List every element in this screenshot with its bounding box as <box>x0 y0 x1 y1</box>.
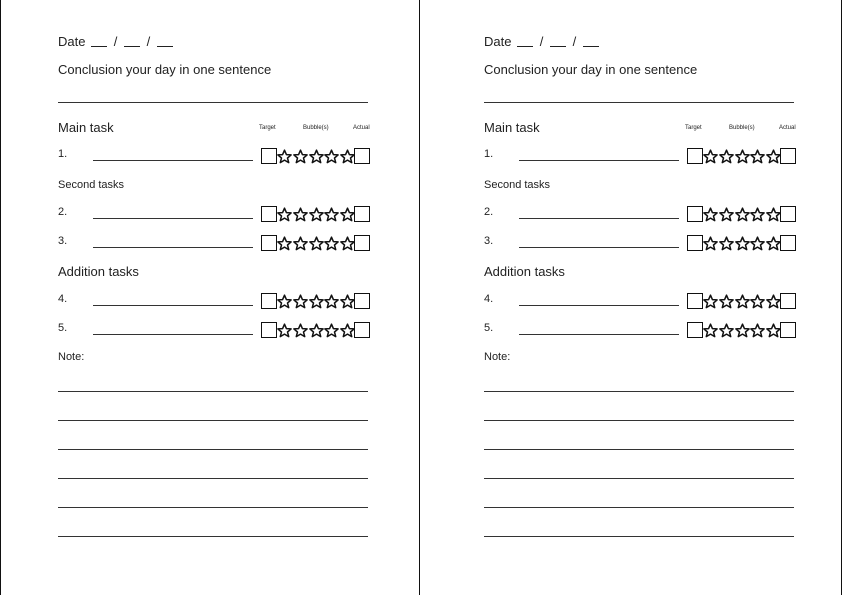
task-number: 2. <box>484 206 494 218</box>
task-entry-line[interactable] <box>519 247 679 248</box>
star-outline-icon[interactable] <box>277 294 292 309</box>
conclusion-label: Conclusion your day in one sentence <box>58 62 272 77</box>
actual-checkbox[interactable] <box>354 293 370 309</box>
conclusion-line[interactable] <box>58 102 368 103</box>
note-line[interactable] <box>484 478 794 479</box>
note-line[interactable] <box>484 391 794 392</box>
column-actual: Actual <box>353 125 370 131</box>
star-outline-icon[interactable] <box>309 149 324 164</box>
task-entry-line[interactable] <box>519 334 679 335</box>
date-day-blank[interactable] <box>517 37 533 47</box>
actual-checkbox[interactable] <box>354 206 370 222</box>
task-number: 4. <box>58 293 68 305</box>
star-outline-icon[interactable] <box>735 207 750 222</box>
date-month-blank[interactable] <box>124 37 140 47</box>
target-checkbox[interactable] <box>261 322 277 338</box>
task-entry-line[interactable] <box>93 160 253 161</box>
actual-checkbox[interactable] <box>780 148 796 164</box>
star-outline-icon[interactable] <box>703 323 718 338</box>
target-checkbox[interactable] <box>687 235 703 251</box>
star-outline-icon[interactable] <box>703 294 718 309</box>
star-outline-icon[interactable] <box>719 207 734 222</box>
date-year-blank[interactable] <box>157 37 173 47</box>
star-outline-icon[interactable] <box>719 236 734 251</box>
star-outline-icon[interactable] <box>309 236 324 251</box>
star-outline-icon[interactable] <box>750 323 765 338</box>
star-outline-icon[interactable] <box>324 294 339 309</box>
actual-checkbox[interactable] <box>780 235 796 251</box>
date-month-blank[interactable] <box>550 37 566 47</box>
star-outline-icon[interactable] <box>766 323 781 338</box>
star-outline-icon[interactable] <box>766 294 781 309</box>
target-checkbox[interactable] <box>261 206 277 222</box>
task-number: 1. <box>484 148 494 160</box>
note-line[interactable] <box>58 391 368 392</box>
star-outline-icon[interactable] <box>340 294 355 309</box>
target-checkbox[interactable] <box>261 148 277 164</box>
actual-checkbox[interactable] <box>354 235 370 251</box>
date-label: Date <box>484 34 512 49</box>
star-outline-icon[interactable] <box>309 294 324 309</box>
date-separator: / <box>146 34 151 49</box>
star-outline-icon[interactable] <box>293 207 308 222</box>
target-checkbox[interactable] <box>687 293 703 309</box>
conclusion-label: Conclusion your day in one sentence <box>484 62 698 77</box>
date-row <box>484 34 601 49</box>
star-outline-icon[interactable] <box>309 207 324 222</box>
star-outline-icon[interactable] <box>277 323 292 338</box>
date-day-blank[interactable] <box>91 37 107 47</box>
task-entry-line[interactable] <box>93 334 253 335</box>
star-outline-icon[interactable] <box>703 236 718 251</box>
star-outline-icon[interactable] <box>293 149 308 164</box>
bubble-rating <box>277 322 355 338</box>
star-outline-icon[interactable] <box>277 207 292 222</box>
bubble-rating <box>277 293 355 309</box>
star-outline-icon[interactable] <box>735 294 750 309</box>
star-outline-icon[interactable] <box>735 323 750 338</box>
planner-sheet-right <box>426 0 842 595</box>
star-outline-icon[interactable] <box>750 149 765 164</box>
bubble-rating <box>703 235 781 251</box>
task-entry-line[interactable] <box>93 247 253 248</box>
star-outline-icon[interactable] <box>277 236 292 251</box>
bubble-rating <box>703 322 781 338</box>
actual-checkbox[interactable] <box>354 148 370 164</box>
star-outline-icon[interactable] <box>309 323 324 338</box>
addition-tasks-heading: Addition tasks <box>484 264 565 279</box>
bubble-rating <box>277 235 355 251</box>
task-number: 2. <box>58 206 68 218</box>
star-outline-icon[interactable] <box>340 323 355 338</box>
note-line[interactable] <box>58 478 368 479</box>
star-outline-icon[interactable] <box>324 236 339 251</box>
actual-checkbox[interactable] <box>780 322 796 338</box>
star-outline-icon[interactable] <box>750 207 765 222</box>
star-outline-icon[interactable] <box>766 149 781 164</box>
bubble-rating <box>703 148 781 164</box>
second-tasks-heading: Second tasks <box>484 179 551 191</box>
column-bubbles: Bubble(s) <box>303 125 329 131</box>
star-outline-icon[interactable] <box>735 149 750 164</box>
column-actual: Actual <box>779 125 796 131</box>
star-outline-icon[interactable] <box>324 149 339 164</box>
star-outline-icon[interactable] <box>293 294 308 309</box>
star-outline-icon[interactable] <box>766 207 781 222</box>
star-outline-icon[interactable] <box>293 236 308 251</box>
target-checkbox[interactable] <box>261 293 277 309</box>
note-line[interactable] <box>484 507 794 508</box>
target-checkbox[interactable] <box>687 206 703 222</box>
second-tasks-heading: Second tasks <box>58 179 125 191</box>
star-outline-icon[interactable] <box>719 323 734 338</box>
bubble-rating <box>277 148 355 164</box>
date-label: Date <box>58 34 86 49</box>
target-checkbox[interactable] <box>687 148 703 164</box>
column-target: Target <box>685 125 702 131</box>
conclusion-line[interactable] <box>484 102 794 103</box>
target-checkbox[interactable] <box>261 235 277 251</box>
date-separator: / <box>113 34 118 49</box>
star-outline-icon[interactable] <box>324 207 339 222</box>
target-checkbox[interactable] <box>687 322 703 338</box>
note-line[interactable] <box>484 536 794 537</box>
note-line[interactable] <box>58 536 368 537</box>
star-outline-icon[interactable] <box>750 236 765 251</box>
star-outline-icon[interactable] <box>324 323 339 338</box>
date-row <box>58 34 175 49</box>
star-outline-icon[interactable] <box>719 294 734 309</box>
planner-sheet-left <box>0 0 420 595</box>
date-separator: / <box>539 34 544 49</box>
task-entry-line[interactable] <box>519 160 679 161</box>
bubble-rating <box>703 293 781 309</box>
task-entry-line[interactable] <box>93 218 253 219</box>
note-line[interactable] <box>484 449 794 450</box>
star-outline-icon[interactable] <box>340 149 355 164</box>
column-bubbles: Bubble(s) <box>729 125 755 131</box>
star-outline-icon[interactable] <box>703 207 718 222</box>
actual-checkbox[interactable] <box>780 293 796 309</box>
star-outline-icon[interactable] <box>719 149 734 164</box>
task-entry-line[interactable] <box>519 218 679 219</box>
date-year-blank[interactable] <box>583 37 599 47</box>
task-number: 4. <box>484 293 494 305</box>
note-line[interactable] <box>58 420 368 421</box>
actual-checkbox[interactable] <box>354 322 370 338</box>
task-number: 3. <box>58 235 68 247</box>
bubble-rating <box>277 206 355 222</box>
task-number: 1. <box>58 148 68 160</box>
star-outline-icon[interactable] <box>340 236 355 251</box>
task-entry-line[interactable] <box>93 305 253 306</box>
note-line[interactable] <box>484 420 794 421</box>
note-line[interactable] <box>58 449 368 450</box>
star-outline-icon[interactable] <box>277 149 292 164</box>
task-number: 5. <box>484 322 494 334</box>
note-heading: Note: <box>58 351 85 363</box>
date-separator: / <box>572 34 577 49</box>
note-heading: Note: <box>484 351 511 363</box>
star-outline-icon[interactable] <box>750 294 765 309</box>
task-number: 5. <box>58 322 68 334</box>
star-outline-icon[interactable] <box>766 236 781 251</box>
task-entry-line[interactable] <box>519 305 679 306</box>
addition-tasks-heading: Addition tasks <box>58 264 139 279</box>
star-outline-icon[interactable] <box>735 236 750 251</box>
main-task-heading: Main task <box>484 120 540 135</box>
main-task-heading: Main task <box>58 120 114 135</box>
bubble-rating <box>703 206 781 222</box>
column-target: Target <box>259 125 276 131</box>
star-outline-icon[interactable] <box>293 323 308 338</box>
star-outline-icon[interactable] <box>703 149 718 164</box>
star-outline-icon[interactable] <box>340 207 355 222</box>
note-line[interactable] <box>58 507 368 508</box>
actual-checkbox[interactable] <box>780 206 796 222</box>
task-number: 3. <box>484 235 494 247</box>
